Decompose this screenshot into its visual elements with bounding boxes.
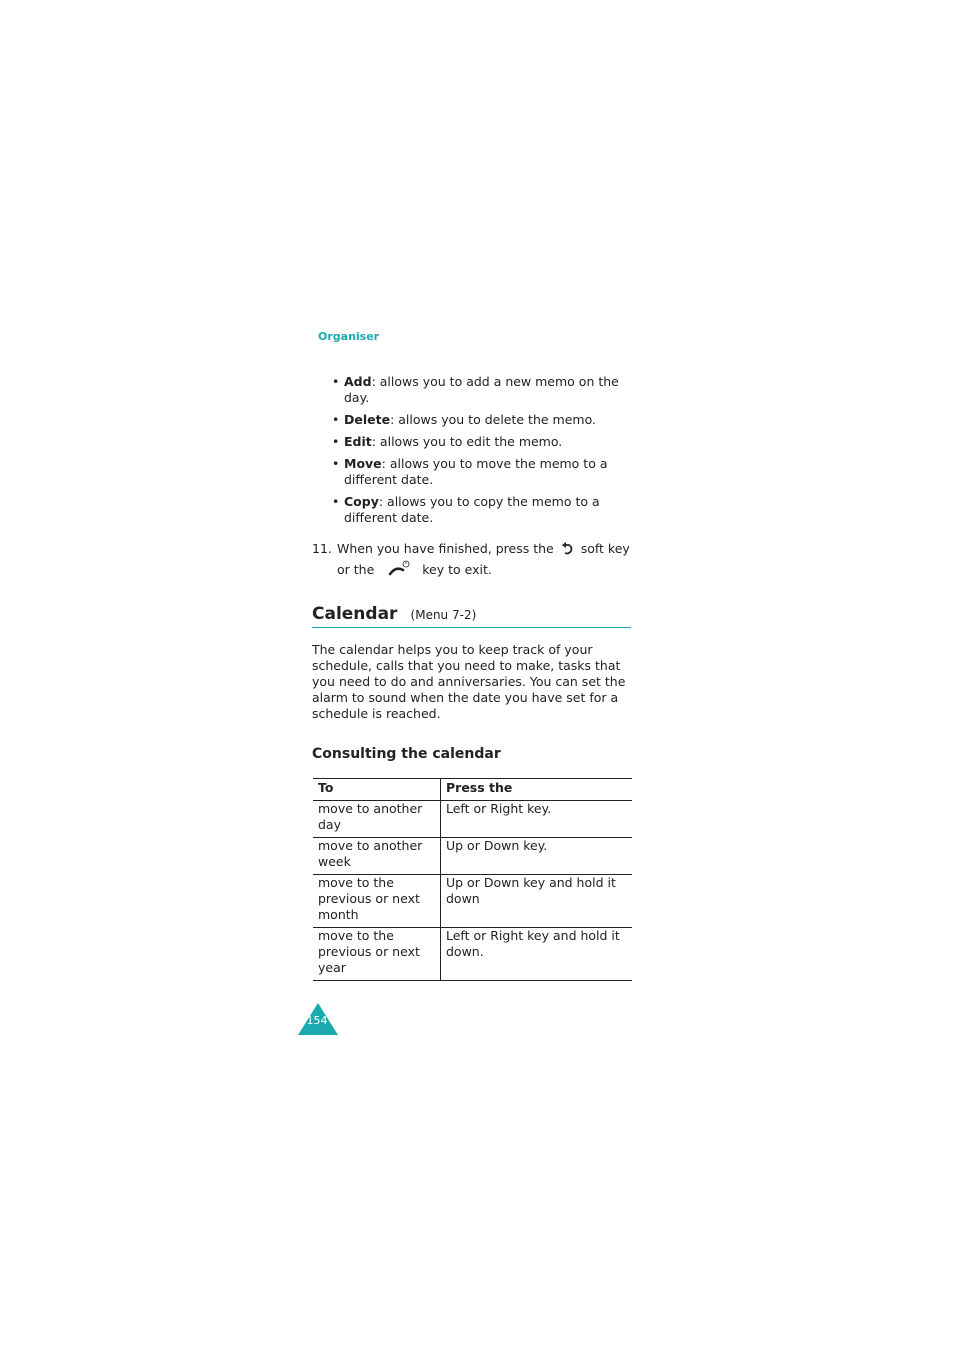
column-header: To: [313, 779, 441, 801]
table-cell: move to the previous or next month: [313, 875, 441, 928]
bullet-dot: •: [332, 456, 340, 471]
list-item: [332, 456, 632, 488]
option-term: Copy: [344, 494, 379, 509]
step-text-c: key to exit.: [422, 562, 492, 577]
calendar-heading: [312, 604, 631, 628]
step-number: 11.: [312, 541, 332, 556]
list-item: [332, 374, 632, 406]
bullet-dot: •: [332, 494, 340, 509]
table-cell: Up or Down key.: [441, 838, 633, 875]
table-row: [313, 838, 632, 875]
table-row: [313, 801, 632, 838]
section-title: Calendar: [312, 604, 398, 624]
subsection-title: Consulting the calendar: [312, 746, 501, 762]
table-cell: Left or Right key and hold it down.: [441, 928, 633, 981]
table-row: [313, 875, 632, 928]
step-11: [312, 541, 632, 582]
table-cell: Up or Down key and hold it down: [441, 875, 633, 928]
step-text-b: soft key or the: [337, 541, 630, 577]
option-description: : allows you to edit the memo.: [371, 434, 563, 449]
page-number: 154: [306, 1014, 328, 1027]
bullet-dot: •: [332, 374, 340, 389]
list-item: [332, 434, 632, 450]
column-header: Press the: [441, 779, 633, 801]
option-list: [332, 374, 632, 532]
calendar-intro: The calendar helps you to keep track of your schedule, calls that you need to make, tasks that you need to do and anniversaries. You can set the alarm to sound when the date you have set for a schedule is reached.: [312, 642, 626, 721]
bullet-dot: •: [332, 412, 340, 427]
list-item: [332, 494, 632, 526]
option-term: Delete: [344, 412, 391, 427]
table-header-row: [313, 779, 632, 801]
menu-reference: (Menu 7-2): [410, 608, 477, 622]
table-cell: Left or Right key.: [441, 801, 633, 838]
key-table: [313, 778, 632, 981]
end-call-icon: [388, 560, 410, 582]
option-term: Move: [344, 456, 382, 471]
section-label: Organiser: [318, 330, 380, 343]
step-text-a: When you have finished, press the: [337, 541, 554, 556]
option-description: : allows you to delete the memo.: [390, 412, 596, 427]
option-description: : allows you to copy the memo to a different date.: [344, 494, 600, 525]
list-item: [332, 412, 632, 428]
bullet-dot: •: [332, 434, 340, 449]
option-term: Add: [344, 374, 372, 389]
table-cell: move to the previous or next year: [313, 928, 441, 981]
option-description: : allows you to add a new memo on the day.: [344, 374, 619, 405]
table-cell: move to another day: [313, 801, 441, 838]
option-term: Edit: [344, 434, 372, 449]
table-cell: move to another week: [313, 838, 441, 875]
back-arrow-icon: [561, 542, 574, 560]
table-row: [313, 928, 632, 981]
option-description: : allows you to move the memo to a different date.: [344, 456, 608, 487]
